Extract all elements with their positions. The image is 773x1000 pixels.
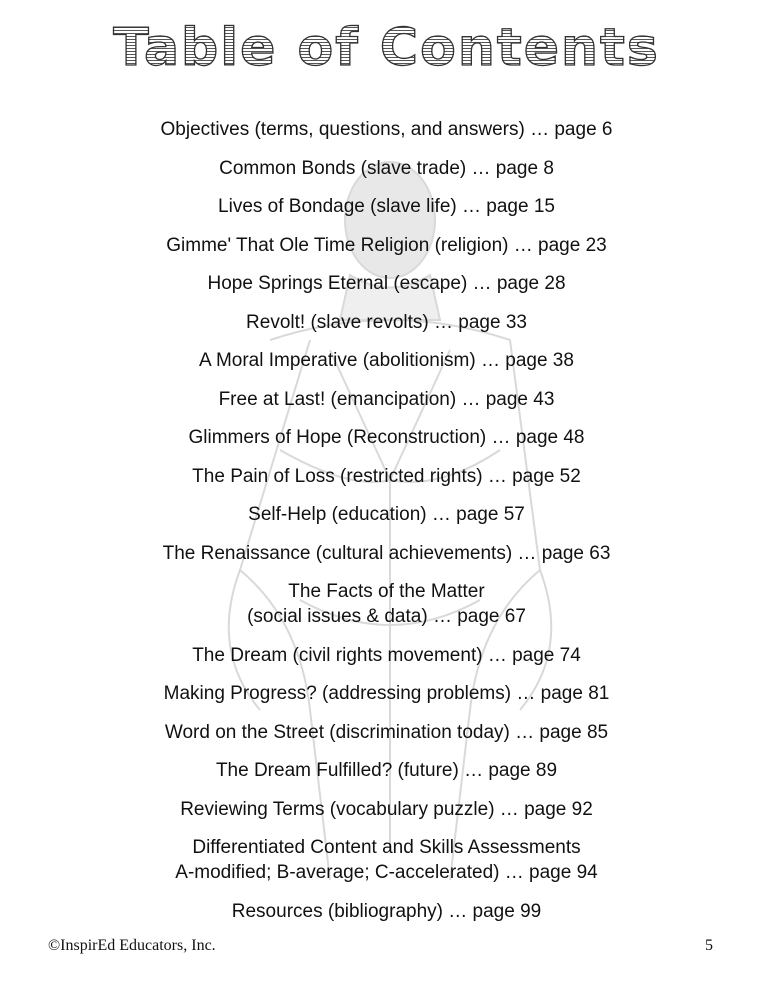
page-number: 5 xyxy=(705,937,713,954)
toc-entry xyxy=(0,387,773,412)
toc-entry xyxy=(0,464,773,489)
toc-entry-line: Objectives (terms, questions, and answers) … page 6 xyxy=(160,119,613,140)
toc-entry xyxy=(0,720,773,745)
toc-entry-line: A-modified; B-average; C-accelerated) … page 94 xyxy=(175,862,598,883)
toc-entry xyxy=(0,899,773,924)
toc-entry-line: Gimme' That Ole Time Religion (religion) … page 23 xyxy=(166,234,607,256)
toc-entry xyxy=(0,643,773,668)
page-title: Table of Contents xyxy=(0,18,773,78)
toc-entry-line: Hope Springs Eternal (escape) … page 28 xyxy=(207,273,566,294)
toc-entry-line: Reviewing Terms (vocabulary puzzle) … page 92 xyxy=(180,798,593,820)
toc-entry-line: Revolt! (slave revolts) … page 33 xyxy=(246,311,527,333)
toc-entry-line: Common Bonds (slave trade) … page 8 xyxy=(219,157,554,179)
toc-entry-line: Word on the Street (discrimination today) … page 85 xyxy=(164,721,609,743)
toc-entry xyxy=(0,502,773,527)
toc-entry-line: The Facts of the Matter xyxy=(288,581,485,602)
toc-entry xyxy=(0,425,773,450)
toc-entry xyxy=(0,310,773,335)
toc-entry-line: (social issues & data) … page 67 xyxy=(247,606,526,627)
copyright-footer: ©InspirEd Educators, Inc. xyxy=(48,937,216,954)
toc-entry xyxy=(0,797,773,822)
toc-entry xyxy=(0,579,773,629)
toc-entry-line: The Dream (civil rights movement) … page 74 xyxy=(192,644,581,666)
toc-entry xyxy=(0,233,773,258)
table-of-contents xyxy=(0,117,773,937)
toc-entry xyxy=(0,271,773,296)
toc-entry-line: Resources (bibliography) … page 99 xyxy=(231,900,542,922)
toc-entry xyxy=(0,194,773,219)
toc-entry xyxy=(0,681,773,706)
toc-entry-line: The Pain of Loss (restricted rights) … page 52 xyxy=(192,465,581,487)
toc-entry-line: Glimmers of Hope (Reconstruction) … page 48 xyxy=(188,427,585,448)
toc-entry-line: Free at Last! (emancipation) … page 43 xyxy=(218,388,555,410)
toc-entry-line: Differentiated Content and Skills Assessments xyxy=(192,837,581,858)
toc-entry-line: Lives of Bondage (slave life) … page 15 xyxy=(218,196,555,217)
toc-entry xyxy=(0,156,773,181)
toc-entry-line: A Moral Imperative (abolitionism) … page 38 xyxy=(199,350,574,371)
toc-entry xyxy=(0,758,773,783)
toc-entry xyxy=(0,835,773,885)
toc-entry-line: The Renaissance (cultural achievements) … page 63 xyxy=(162,542,611,564)
toc-entry xyxy=(0,541,773,566)
toc-entry xyxy=(0,117,773,142)
toc-entry xyxy=(0,348,773,373)
toc-entry-line: Self-Help (education) … page 57 xyxy=(248,504,525,525)
toc-entry-line: Making Progress? (addressing problems) … page 81 xyxy=(163,683,610,704)
toc-entry-line: The Dream Fulfilled? (future) … page 89 xyxy=(215,760,558,781)
